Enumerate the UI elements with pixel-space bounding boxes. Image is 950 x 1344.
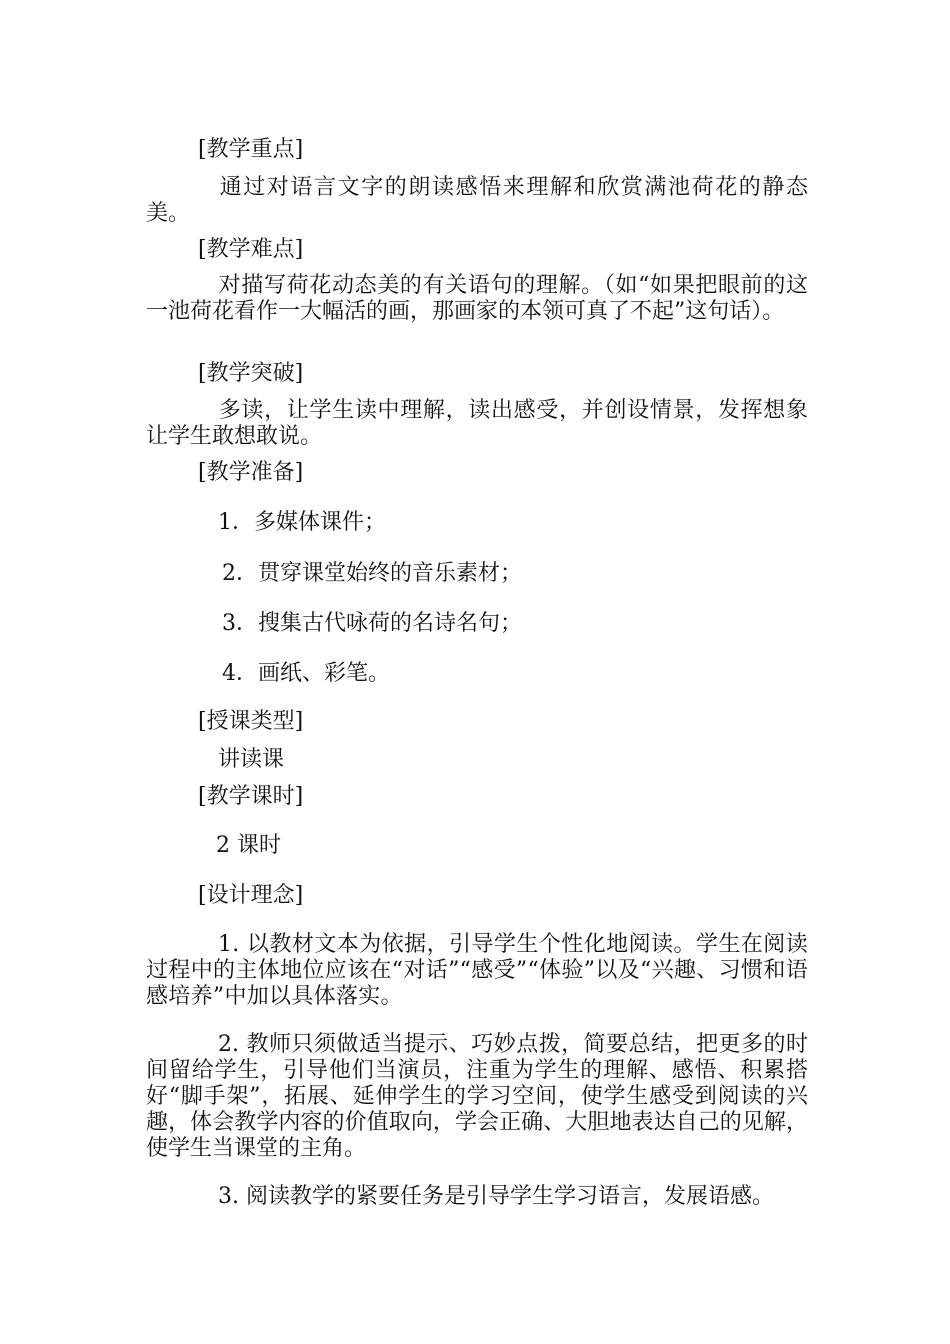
concept-item <box>146 932 808 1010</box>
prep-item: 3．搜集古代咏荷的名诗名句； <box>222 611 522 636</box>
lesson-type-text: 讲读课 <box>218 747 285 772</box>
paragraph-text: 多读，让学生读中理解，读出感受，并创设情景，发挥想象让学生敢想敢说。 <box>146 398 808 449</box>
lesson-hours-text: 2 课时 <box>216 833 281 858</box>
paragraph-teaching-breakthrough <box>146 398 808 450</box>
prep-item: 2．贯穿课堂始终的音乐素材； <box>222 561 522 586</box>
prep-item: 4．画纸、彩笔。 <box>222 661 390 686</box>
heading-teaching-breakthrough: [教学突破] <box>198 361 304 386</box>
heading-design-concept: [设计理念] <box>198 883 304 908</box>
paragraph-text: 对描写荷花动态美的有关语句的理解。（如“如果把眼前的这一池荷花看作一大幅活的画，那画家的本领可真了不起”这句话）。 <box>146 273 808 324</box>
paragraph-teaching-difficulty <box>146 273 808 325</box>
paragraph-text: 1. 以教材文本为依据，引导学生个性化地阅读。学生在阅读过程中的主体地位应该在“对话”“感受”“体验”以及“兴趣、习惯和语感培养”中加以具体落实。 <box>146 932 808 1009</box>
concept-item <box>146 1184 808 1210</box>
paragraph-text: 2. 教师只须做适当提示、巧妙点拨，简要总结，把更多的时间留给学生，引导他们当演员，注重为学生的理解、感悟、积累搭好“脚手架”，拓展、延伸学生的学习空间，使学生感受到阅读的兴趣，体会教学内容的价值取向，学会正确、大胆地表达自己的见解，使学生当课堂的主角。 <box>146 1032 808 1161</box>
paragraph-teaching-focus <box>146 175 808 227</box>
heading-teaching-difficulty: [教学难点] <box>198 237 304 262</box>
concept-item <box>146 1032 808 1162</box>
heading-lesson-hours: [教学课时] <box>198 784 304 809</box>
prep-item: 1．多媒体课件； <box>218 510 386 535</box>
paragraph-text: 3. 阅读教学的紧要任务是引导学生学习语言，发展语感。 <box>218 1184 774 1209</box>
heading-teaching-focus: [教学重点] <box>198 137 304 162</box>
heading-teaching-preparation: [教学准备] <box>198 460 304 485</box>
heading-lesson-type: [授课类型] <box>198 709 304 734</box>
paragraph-text: 通过对语言文字的朗读感悟来理解和欣赏满池荷花的静态美。 <box>146 175 808 226</box>
